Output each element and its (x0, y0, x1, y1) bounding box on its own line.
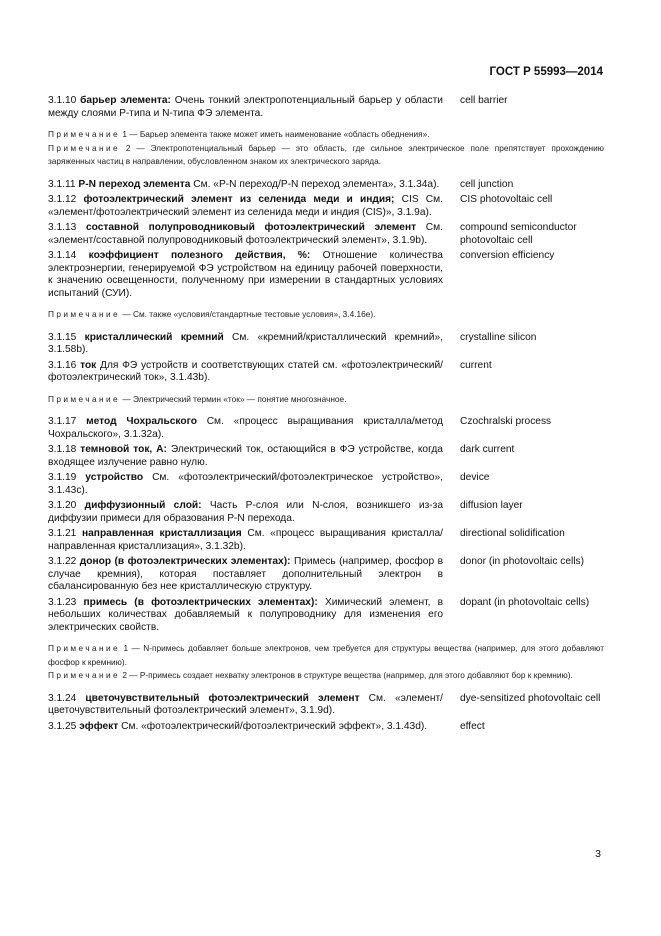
term-english: dark current (460, 444, 515, 455)
term-number: 3.1.18 (48, 444, 77, 455)
term-entry (48, 597, 604, 635)
term-text: Для ФЭ устройств и соответствующих статей см. «фотоэлектрический/фотоэлектрический ток», 3.1.43b). (48, 359, 443, 383)
note-text: 1 — Барьер элемента также может иметь наименование «область обеднения». (122, 129, 430, 139)
term-number: 3.1.13 (48, 222, 77, 233)
term-entry (48, 332, 604, 357)
term-text: Химический элемент, в небольших количествах добавляемый к полупроводнику для изменения его электрических свойств. (48, 596, 444, 633)
note-group (48, 393, 604, 407)
term-entry (48, 416, 604, 441)
term-english: dye-sensitized photovoltaic cell (460, 692, 601, 704)
term-definition (48, 721, 443, 734)
term-number: 3.1.16 (48, 359, 77, 371)
term-entry (48, 528, 604, 553)
term-english: crystalline silicon (460, 331, 537, 343)
note (48, 393, 604, 407)
term-number: 3.1.22 (48, 556, 77, 567)
term-english: cell barrier (460, 95, 508, 106)
note-text: 2 — P-примесь создает нехватку электронов в структуре вещества (например, для этого добавляют бор к кремнию). (122, 670, 573, 680)
term-text: Часть P-слоя или N-слоя, возникшего из-за диффузии примеси для образования P-N перехода. (48, 500, 443, 524)
page-number: 3 (595, 848, 601, 860)
term-english: diffusion layer (460, 500, 523, 511)
note-label: Примечание (48, 393, 121, 404)
term-number: 3.1.24 (48, 692, 77, 704)
term-title: направленная кристаллизация (81, 528, 242, 539)
term-definition (48, 179, 443, 192)
note-text: — См. также «условия/стандартные тестовые условия», 3.4.16e). (122, 309, 376, 319)
term-title: кристаллический кремний (84, 331, 224, 343)
term-english: CIS photovoltaic cell (460, 194, 553, 205)
term-entry (48, 222, 604, 247)
term-definition (48, 528, 443, 553)
term-definition (48, 472, 443, 497)
terms-list (48, 95, 604, 736)
term-english: compound semiconductor photovoltaic cell (460, 222, 577, 246)
term-entry (48, 250, 604, 300)
term-text: Очень тонкий электропотенциальный барьер у области между слоями P-типа и N-типа ФЭ элемента. (48, 95, 443, 119)
term-entry (48, 693, 604, 718)
term-text: См. «P-N переход/P-N переход элемента», 3.1.34a). (193, 178, 440, 190)
term-number: 3.1.21 (48, 528, 77, 539)
term-text: См. «процесс выращивания кристалла/метод Чохральского», 3.1.32a). (48, 416, 443, 440)
term-title: составной полупроводниковый фотоэлектрический элемент (85, 222, 417, 233)
term-english: donor (in photovoltaic cells) (460, 556, 585, 567)
term-definition (48, 194, 443, 219)
term-title: устройство (85, 472, 144, 483)
term-title: фотоэлектрический элемент из селенида меди и индия; (83, 194, 395, 205)
note-group (48, 308, 604, 322)
note-label: Примечание (48, 142, 121, 153)
term-number: 3.1.20 (48, 500, 77, 511)
document-id: ГОСТ Р 55993—2014 (489, 66, 603, 78)
term-entry (48, 500, 604, 525)
note-group (48, 128, 604, 169)
term-definition (48, 693, 443, 718)
term-text: Отношение количества электроэнергии, генерируемой ФЭ устройством на единицу рабочей поверхности, к значению освещенности, полученному при измерении в стандартных условиях испытаний (СУИ). (48, 250, 443, 299)
note (48, 142, 604, 169)
term-text: См. «кремний/кристаллический кремний», 3.1.58b). (48, 331, 443, 355)
term-number: 3.1.11 (48, 178, 76, 190)
note (48, 308, 604, 322)
term-english: effect (460, 720, 485, 732)
term-number: 3.1.19 (48, 472, 77, 483)
note-label: Примечание (48, 309, 121, 319)
term-text: См. «процесс выращивания кристалла/направленная кристаллизация», 3.1.32b). (48, 528, 443, 552)
term-definition (48, 556, 443, 594)
term-text: CIS См. «элемент/фотоэлектрический элемент из селенида меди и индия (CIS)», 3.1.9a). (48, 194, 443, 218)
term-english: conversion efficiency (460, 250, 555, 261)
term-text: См. «фотоэлектрический/фотоэлектрический эффект», 3.1.43d). (121, 720, 428, 732)
term-title: метод Чохральского (86, 416, 197, 427)
note (48, 642, 604, 669)
term-number: 3.1.25 (48, 720, 77, 732)
term-text: См. «фотоэлектрический/фотоэлектрическое устройство», 3.1.43c). (48, 472, 443, 496)
note-label: Примечание (48, 643, 121, 653)
term-entry (48, 721, 604, 734)
term-number: 3.1.15 (48, 331, 77, 343)
note-label: Примечание (48, 670, 121, 680)
term-text: Электрический ток, остающийся в ФЭ устройстве, когда входящее излучение равно нулю. (48, 444, 443, 468)
term-definition (48, 360, 443, 385)
term-title: темновой ток, А: (80, 444, 167, 455)
term-title: ток (80, 359, 97, 371)
term-title: эффект (79, 720, 119, 732)
term-entry (48, 360, 604, 385)
term-english: dopant (in photovoltaic cells) (460, 596, 590, 608)
term-title: P-N переход элемента (78, 178, 191, 190)
term-entry (48, 95, 604, 120)
term-definition (48, 95, 443, 120)
term-definition (48, 500, 443, 525)
term-english: cell junction (460, 178, 514, 190)
term-definition (48, 250, 443, 300)
term-entry (48, 556, 604, 594)
term-number: 3.1.17 (48, 416, 77, 427)
term-title: диффузионный слой: (84, 500, 202, 511)
term-entry (48, 472, 604, 497)
term-english: Czochralski process (460, 416, 552, 427)
term-definition (48, 332, 443, 357)
term-text: Примесь (например, фосфор в случае кремния), которая поставляет дополнительный электрон в сбалансированную без нее кристаллическую структуру. (48, 556, 443, 592)
term-english: device (460, 472, 490, 483)
term-text: См. «элемент/цветочувствительный фотоэлектрический элемент», 3.1.9d). (48, 692, 443, 716)
term-english: current (460, 359, 492, 371)
note-text: 1 — N-примесь добавляет больше электронов, чем требуется для структуры вещества (например, для этого добавляют фосфор к кремнию). (48, 643, 604, 667)
term-definition (48, 222, 443, 247)
term-title: примесь (в фотоэлектрических элементах): (83, 596, 318, 608)
note-label: Примечание (48, 129, 121, 139)
term-entry (48, 179, 604, 192)
note-text: — Электрический термин «ток» — понятие многозначное. (122, 393, 347, 404)
term-number: 3.1.10 (48, 95, 77, 106)
note (48, 669, 604, 683)
term-definition (48, 416, 443, 441)
term-entry (48, 194, 604, 219)
term-number: 3.1.23 (48, 596, 77, 608)
term-text: См. «элемент/составной полупроводниковый фотоэлектрический элемент», 3.1.9b). (48, 222, 443, 246)
note-group (48, 642, 604, 683)
term-english: directional solidification (460, 528, 565, 539)
note-text: 2 — Электропотенциальный барьер — это область, где сильное электрическое поле препятствует прохождению заряженных частиц в направлении, обусловленном знаком их электрического заряда. (48, 142, 604, 166)
term-number: 3.1.14 (48, 250, 77, 261)
term-title: донор (в фотоэлектрических элементах): (79, 556, 291, 567)
note (48, 128, 604, 142)
term-definition (48, 444, 443, 469)
term-title: коэффициент полезного действия, %: (88, 250, 311, 261)
term-number: 3.1.12 (48, 194, 77, 205)
term-title: цветочувствительный фотоэлектрический элемент (85, 692, 360, 704)
term-entry (48, 444, 604, 469)
term-title: барьер элемента: (80, 95, 171, 106)
term-definition (48, 597, 443, 635)
